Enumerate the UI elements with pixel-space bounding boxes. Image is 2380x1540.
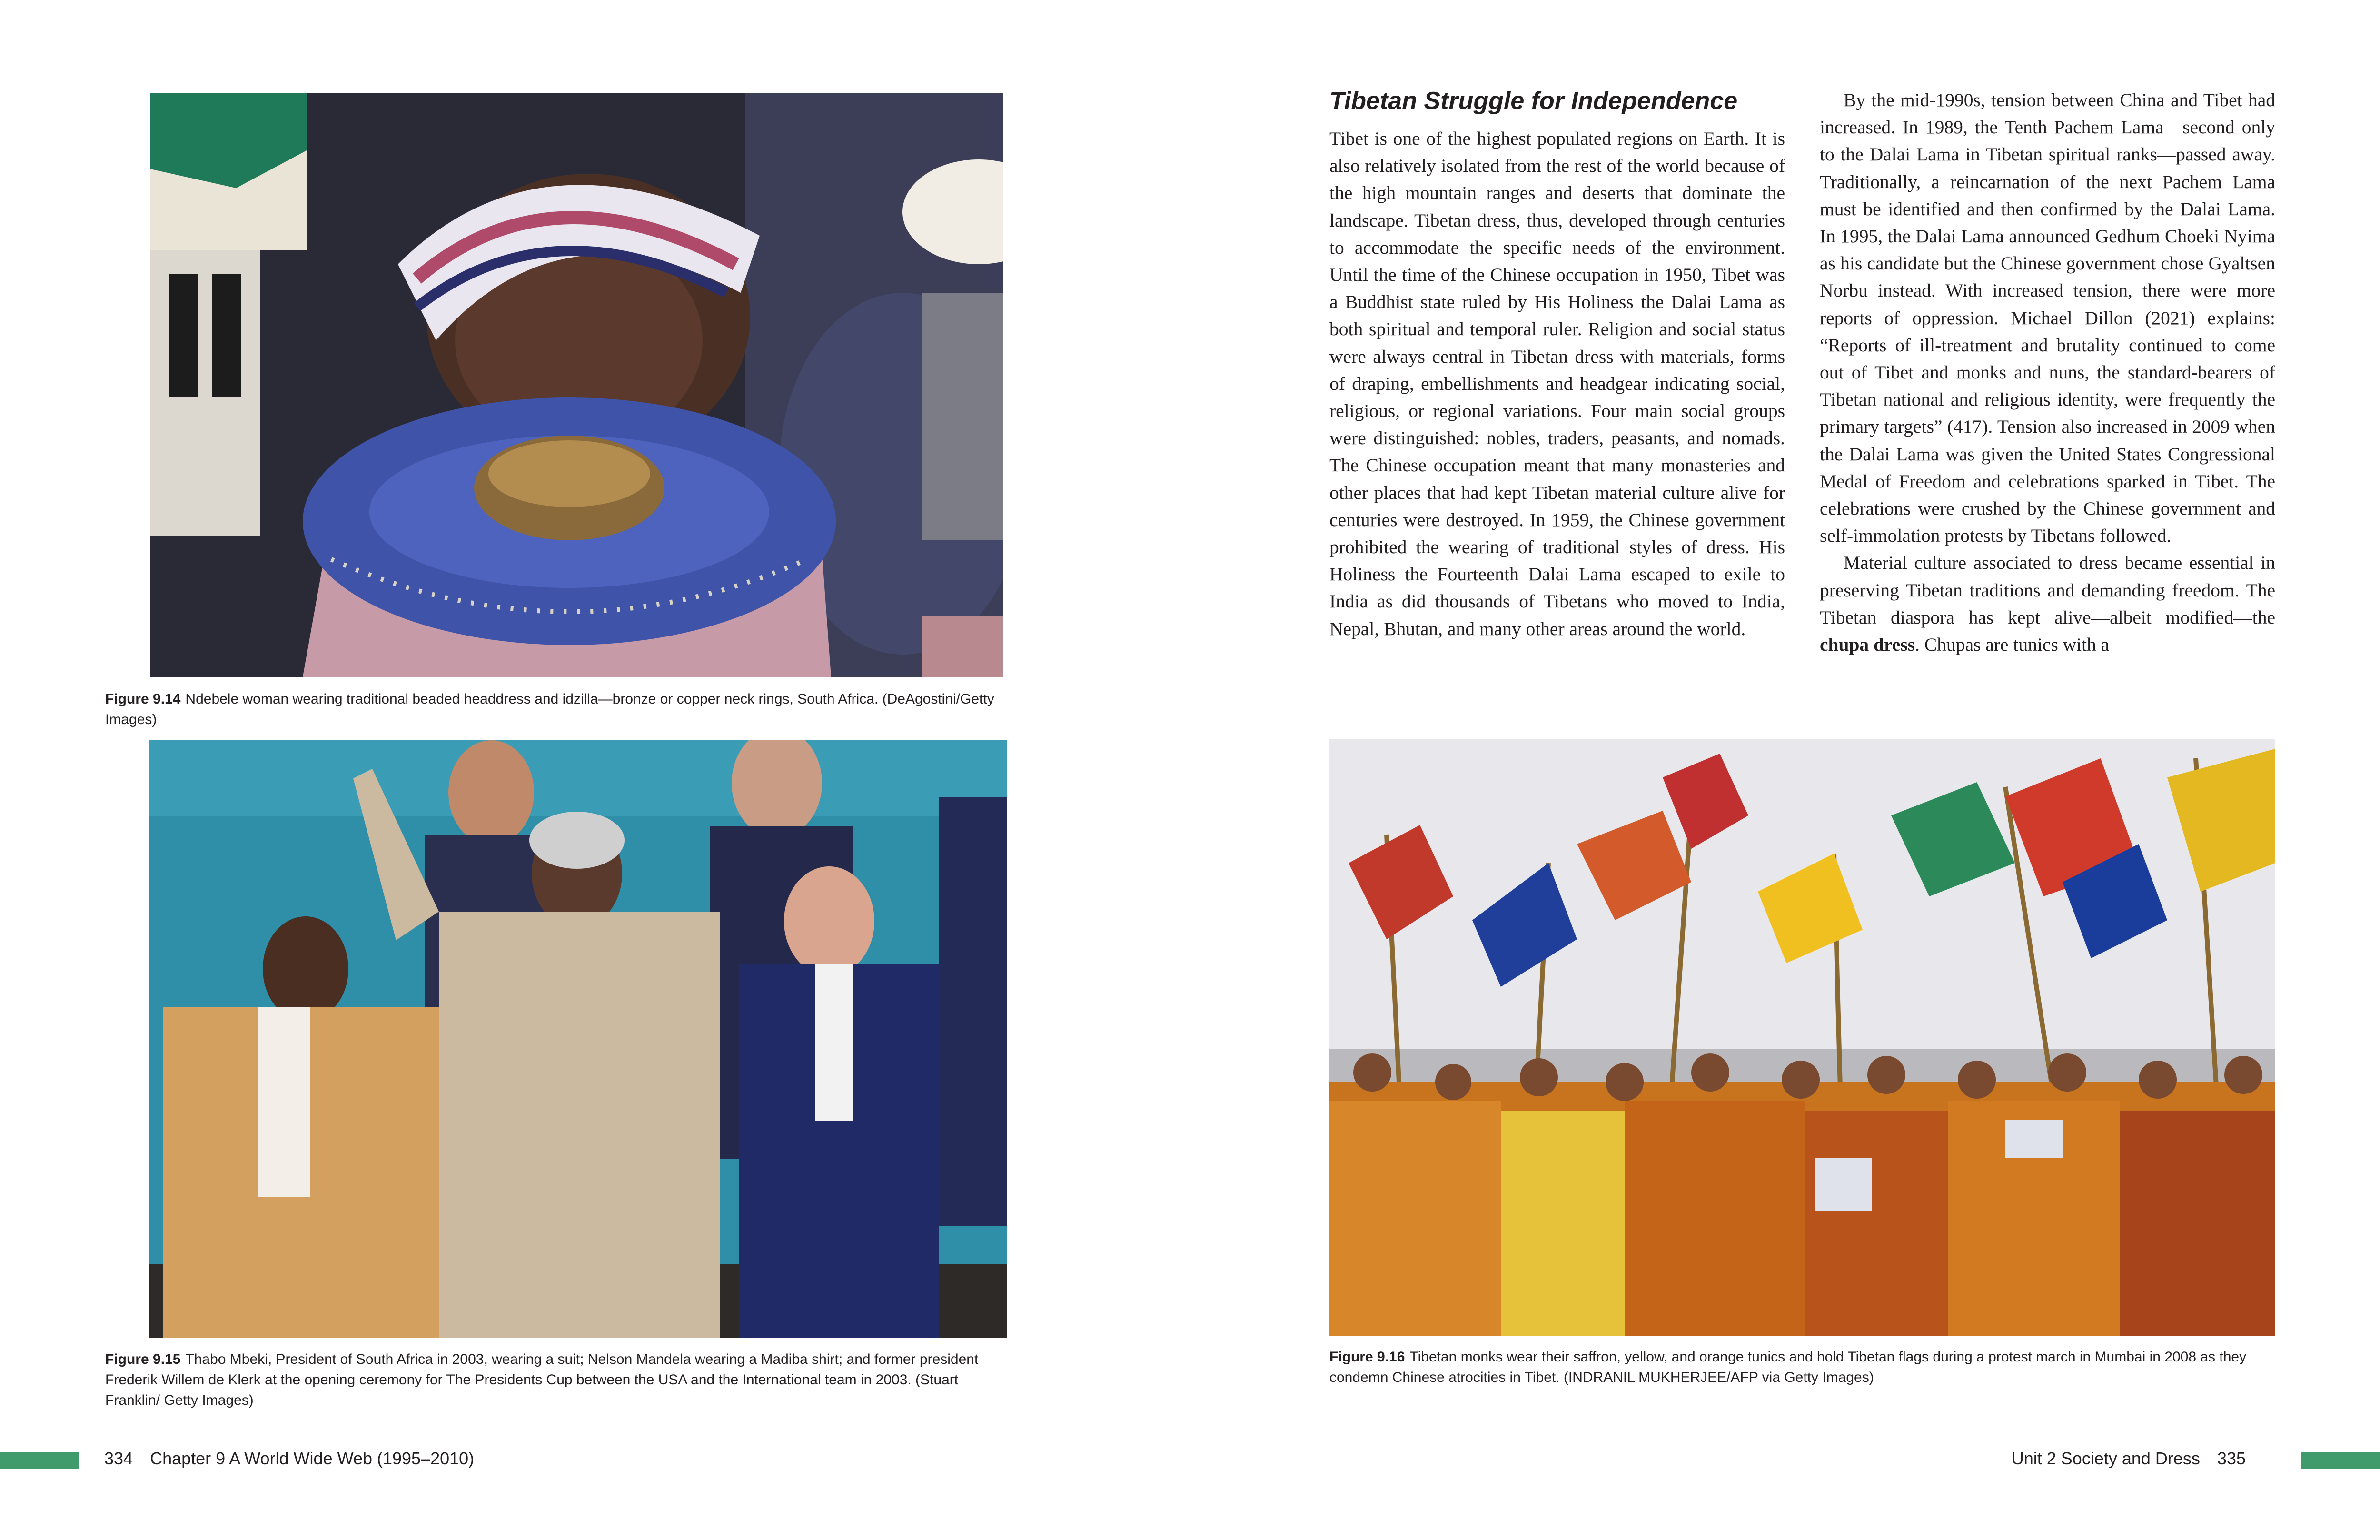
text-column-2 [1820, 87, 2275, 658]
figure-label: Figure 9.15 [105, 1351, 181, 1367]
page-number: 335 [2217, 1449, 2246, 1468]
footer-right [2012, 1449, 2246, 1469]
caption-text: Tibetan monks wear their saffron, yellow, and orange tunics and hold Tibetan flags during a protest march in Mumbai in 2008 as they condemn Chinese atrocities in Tibet. (INDRANIL MUKHERJEE/AFP via Getty Images) [1329, 1349, 2247, 1385]
page-number: 334 [104, 1449, 133, 1468]
text-column-1 [1329, 125, 1785, 643]
figure-label: Figure 9.16 [1329, 1349, 1405, 1365]
caption-text: Ndebele woman wearing traditional beaded headdress and idzilla—bronze or copper neck rings, South Africa. (DeAgostini/Getty Images) [105, 691, 994, 727]
running-title: Unit 2 Society and Dress [2011, 1449, 2200, 1468]
paragraph: Tibet is one of the highest populated regions on Earth. It is also relatively isolated from the rest of the world because of the high mountain ranges and deserts that dominate the landscape. Tibetan dress, thus, developed through centuries to accommodate the specific needs of the environment. Until the time of the Chinese occupation in 1950, Tibet was a Buddhist state ruled by His Holiness the Dalai Lama as both spiritual and temporal ruler. Religion and social status were always central in Tibetan dress with materials, forms of draping, embellishments and headgear indicating social, religious, or regional variations. Four main social groups were distinguished: nobles, traders, peasants, and nomads. The Chinese occupation meant that many monasteries and other places that had kept Tibetan material culture alive for centuries were destroyed. In 1959, the Chinese government prohibited the wearing of traditional styles of dress. His Holiness the Fourteenth Dalai Lama escaped to exile to India as did thousands of Tibetans who moved to India, Nepal, Bhutan, and many other areas around the world. [1329, 128, 1785, 639]
paragraph-text: . Chupas are tunics with a [1915, 634, 2110, 656]
paragraph-text: Material culture associated to dress became essential in preserving Tibetan traditions and demanding freedom. The Tibetan diaspora has kept alive—albeit modified—the [1820, 552, 2275, 628]
section-heading: Tibetan Struggle for Independence [1329, 87, 1738, 115]
footer-accent-bar-left [0, 1452, 79, 1469]
figure-9-15-caption [105, 1349, 1010, 1411]
figure-9-16-caption [1329, 1347, 2281, 1388]
figure-9-16-photo [1329, 739, 2275, 1336]
figure-9-14-caption [105, 689, 1010, 730]
key-term: chupa dress [1820, 634, 1915, 656]
caption-text: Thabo Mbeki, President of South Africa in 2003, wearing a suit; Nelson Mandela wearing a Madiba shirt; and former president Frederik Willem de Klerk at the opening ceremony for The Presidents Cup between the USA and the International team in 2003. (Stuart Franklin/ Getty Images) [105, 1351, 979, 1408]
figure-label: Figure 9.14 [105, 691, 181, 707]
paragraph [1820, 549, 2275, 658]
footer-accent-bar-right [2301, 1452, 2380, 1469]
figure-9-15-photo [149, 740, 1007, 1338]
footer-left [104, 1449, 474, 1469]
paragraph: By the mid-1990s, tension between China and Tibet had increased. In 1989, the Tenth Pachem Lama—second only to the Dalai Lama in Tibetan spiritual ranks—passed away. Traditionally, a reincarnation of the next Pachem Lama must be identified and then confirmed by the Dalai Lama. In 1995, the Dalai Lama announced Gedhum Choeki Nyima as his candidate but the Chinese government chose Gyaltsen Norbu instead. With increased tension, there were more reports of oppression. Michael Dillon (2021) explains: “Reports of ill-treatment and brutality continued to come out of Tibet and monks and nuns, the standard-bearers of Tibetan national and religious identity, were frequently the primary targets” (417). Tension also increased in 2009 when the Dalai Lama was given the United States Congressional Medal of Freedom and celebrations sparked in Tibet. The celebrations were crushed by the Chinese government and self-immolation protests by Tibetans followed. [1820, 89, 2275, 546]
figure-9-14-photo [150, 93, 1003, 677]
running-title: Chapter 9 A World Wide Web (1995–2010) [150, 1449, 475, 1468]
